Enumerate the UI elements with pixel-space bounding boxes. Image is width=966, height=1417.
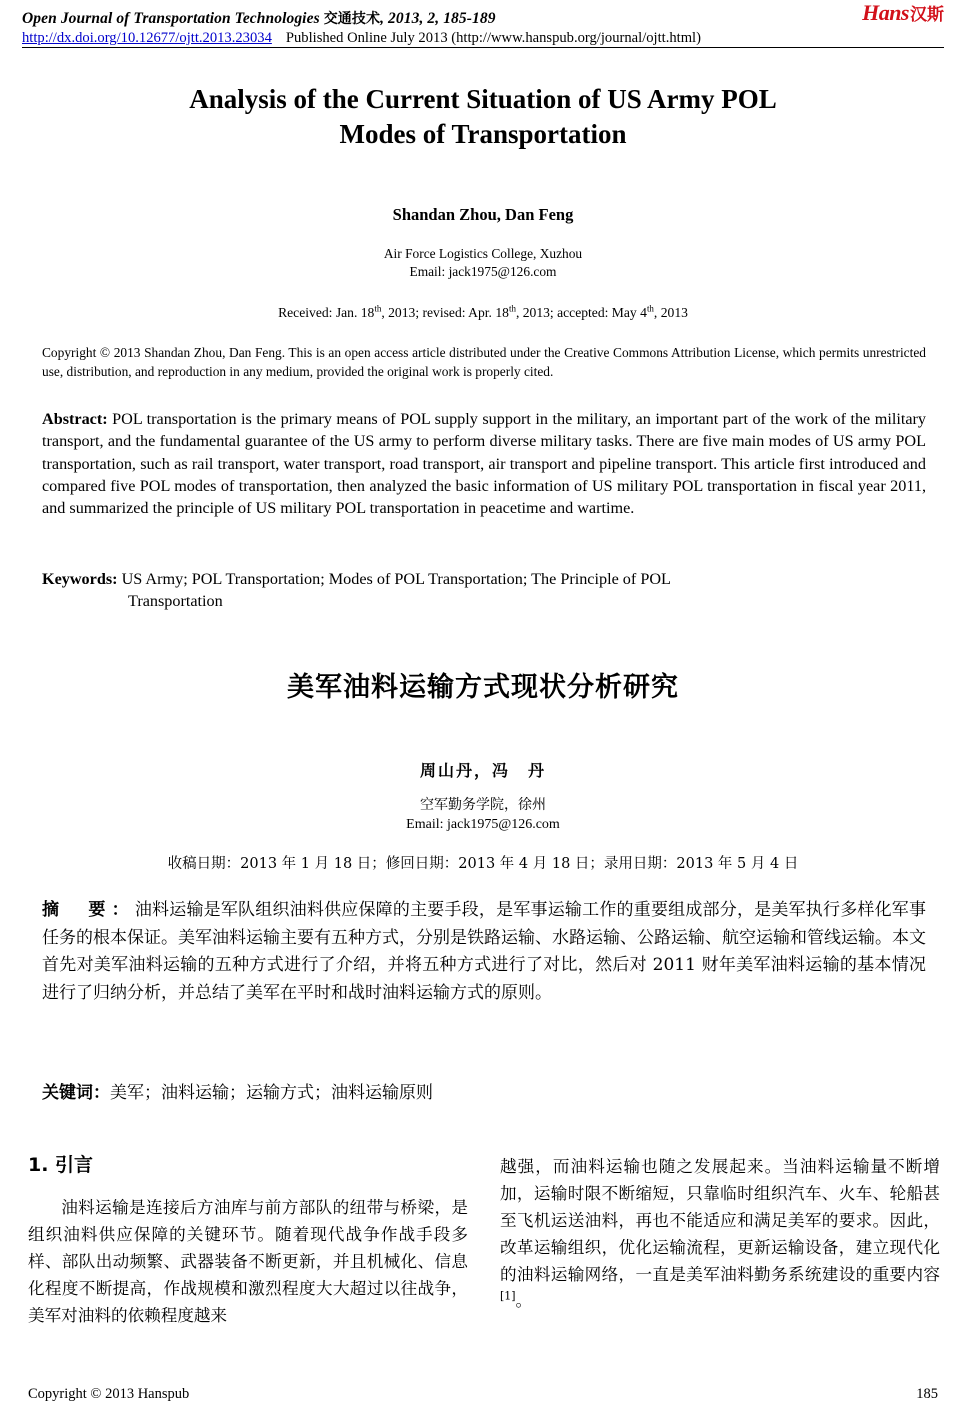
abstract-label: Abstract: [42,410,108,428]
journal-title: Open Journal of Transportation Technologies [22,10,320,27]
copyright-notice: Copyright © 2013 Shandan Zhou, Dan Feng. This is an open access article distributed under the Creative Commons Attribution License, which permits unrestricted use, distribution, and reproduction in any medium, provided the original work is properly cited. [42,345,926,380]
chinese-submission-dates: 收稿日期：2013 年 1 月 18 日；修回日期：2013 年 4 月 18 日；录用日期：2013 年 5 月 4 日 [167,856,799,872]
affiliation-block [0,245,966,281]
body-paragraph-left: 油料运输是连接后方油库与前方部队的纽带与桥梁，是组织油料供应保障的关键环节。随着现代战争作战手段多样、部队出动频繁、武器装备不断更新，并且机械化、信息化程度不断提高，作战规模和激烈程度大大超过以往战争，美军对油料的依赖程度越来 [28,1198,468,1325]
section-heading-introduction: 1. 引言 [28,1154,94,1176]
chinese-keywords-label: 关键词： [42,1083,110,1103]
body-paragraph-right-tail: 。 [515,1291,533,1311]
body-paragraph-right-text: 越强，而油料运输也随之发展起来。当油料运输量不断增加，运输时限不断缩短，只靠临时组织汽车、火车、轮船甚至飞机运送油料，再也不能适应和满足美军的要求。因此，改革运输组织，优化运输流程，更新运输设备，建立现代化的油料运输网络，一直是美军油料勤务系统建设的重要内容 [500,1157,940,1284]
chinese-abstract-text: 油料运输是军队组织油料供应保障的主要手段，是军事运输工作的重要组成部分，是美军执行多样化军事任务的根本保证。美军油料运输主要有五种方式，分别是铁路运输、水路运输、公路运输、航空运输和管线运输。本文首先对美军油料运输的五种方式进行了介绍，并将五种方式进行了对比，然后对 2011 财年美军油料运输的基本情况进行了归纳分析，并总结了美军在平时和战时油料运输方式的原则。 [42,900,927,1003]
header-divider [22,47,944,48]
keywords-line-1: US Army; POL Transportation; Modes of POL Transportation; The Principle of POL [117,570,671,588]
keywords-label: Keywords: [42,570,118,588]
chinese-author-email: Email: jack1975@126.com [406,817,560,833]
published-online-text: Published Online July 2013 (http://www.hanspub.org/journal/ojtt.html) [285,30,701,46]
abstract-text: POL transportation is the primary means of POL supply support in the military, an important part of the work of the military transport, and the fundamental guarantee of the US army to perform diverse military tasks. There are five main modes of US army POL transportation, such as rail transport, water transport, road transport, air transport and pipeline transport. This article first introduced and compared five POL modes of transportation, then analyzed the basic information of US military POL transportation in fiscal year 2011, and summarized the principle of US military POL transportation in peacetime and wartime. [42,410,926,518]
body-column-left [28,1195,468,1329]
chinese-abstract-label: 摘 要： [42,900,135,920]
chinese-author-list: 周山丹，冯 丹 [419,761,546,780]
doi-link[interactable]: http://dx.doi.org/10.12677/ojtt.2013.23034 [22,30,272,46]
journal-volume: , 2013, 2, 185-189 [380,10,496,27]
affiliation-line: Air Force Logistics College, Xuzhou [383,246,583,261]
dates-tail: , 2013 [653,305,688,320]
chinese-keywords-section [42,1078,926,1103]
chinese-title: 美军油料运输方式现状分析研究 [287,672,679,703]
citation-reference: [1] [500,1289,516,1303]
chinese-abstract-section [42,897,926,1007]
accepted-sup: th [646,303,654,314]
revised-date: , 2013; revised: Apr. 18 [381,305,509,320]
journal-title-cn: 交通技术 [323,11,381,27]
footer-copyright: Copyright © 2013 Hanspub [28,1386,190,1402]
publisher-logo [862,2,944,24]
page-number: 185 [916,1386,938,1402]
chinese-keywords-text: 美军；油料运输；运输方式；油料运输原则 [110,1083,433,1103]
revised-sup: th [508,303,516,314]
submission-dates [0,305,966,321]
logo-hans-text: Hans [862,0,909,25]
logo-hans-cn-text: 汉斯 [910,5,944,25]
title-line-2: Modes of Transportation [339,118,627,149]
journal-title-line [22,8,944,28]
chinese-affiliation-block [0,795,966,836]
author-email: Email: jack1975@126.com [409,264,557,280]
body-column-right [500,1154,940,1315]
accepted-date: , 2013; accepted: May 4 [515,305,647,320]
keywords-section [42,568,926,613]
received-sup: th [374,303,382,314]
journal-header [22,8,944,47]
title-line-1: Analysis of the Current Situation of US Army POL [189,84,777,114]
abstract-section [42,408,926,520]
author-list: Shandan Zhou, Dan Feng [392,205,574,224]
received-date: Received: Jan. 18 [278,305,375,320]
doi-line [22,30,944,47]
keywords-line-2: Transportation [128,592,223,611]
chinese-affiliation-line: 空军勤务学院，徐州 [420,797,546,813]
body-paragraph-right [500,1154,940,1315]
page-footer [28,1386,938,1403]
page-title [60,82,906,151]
